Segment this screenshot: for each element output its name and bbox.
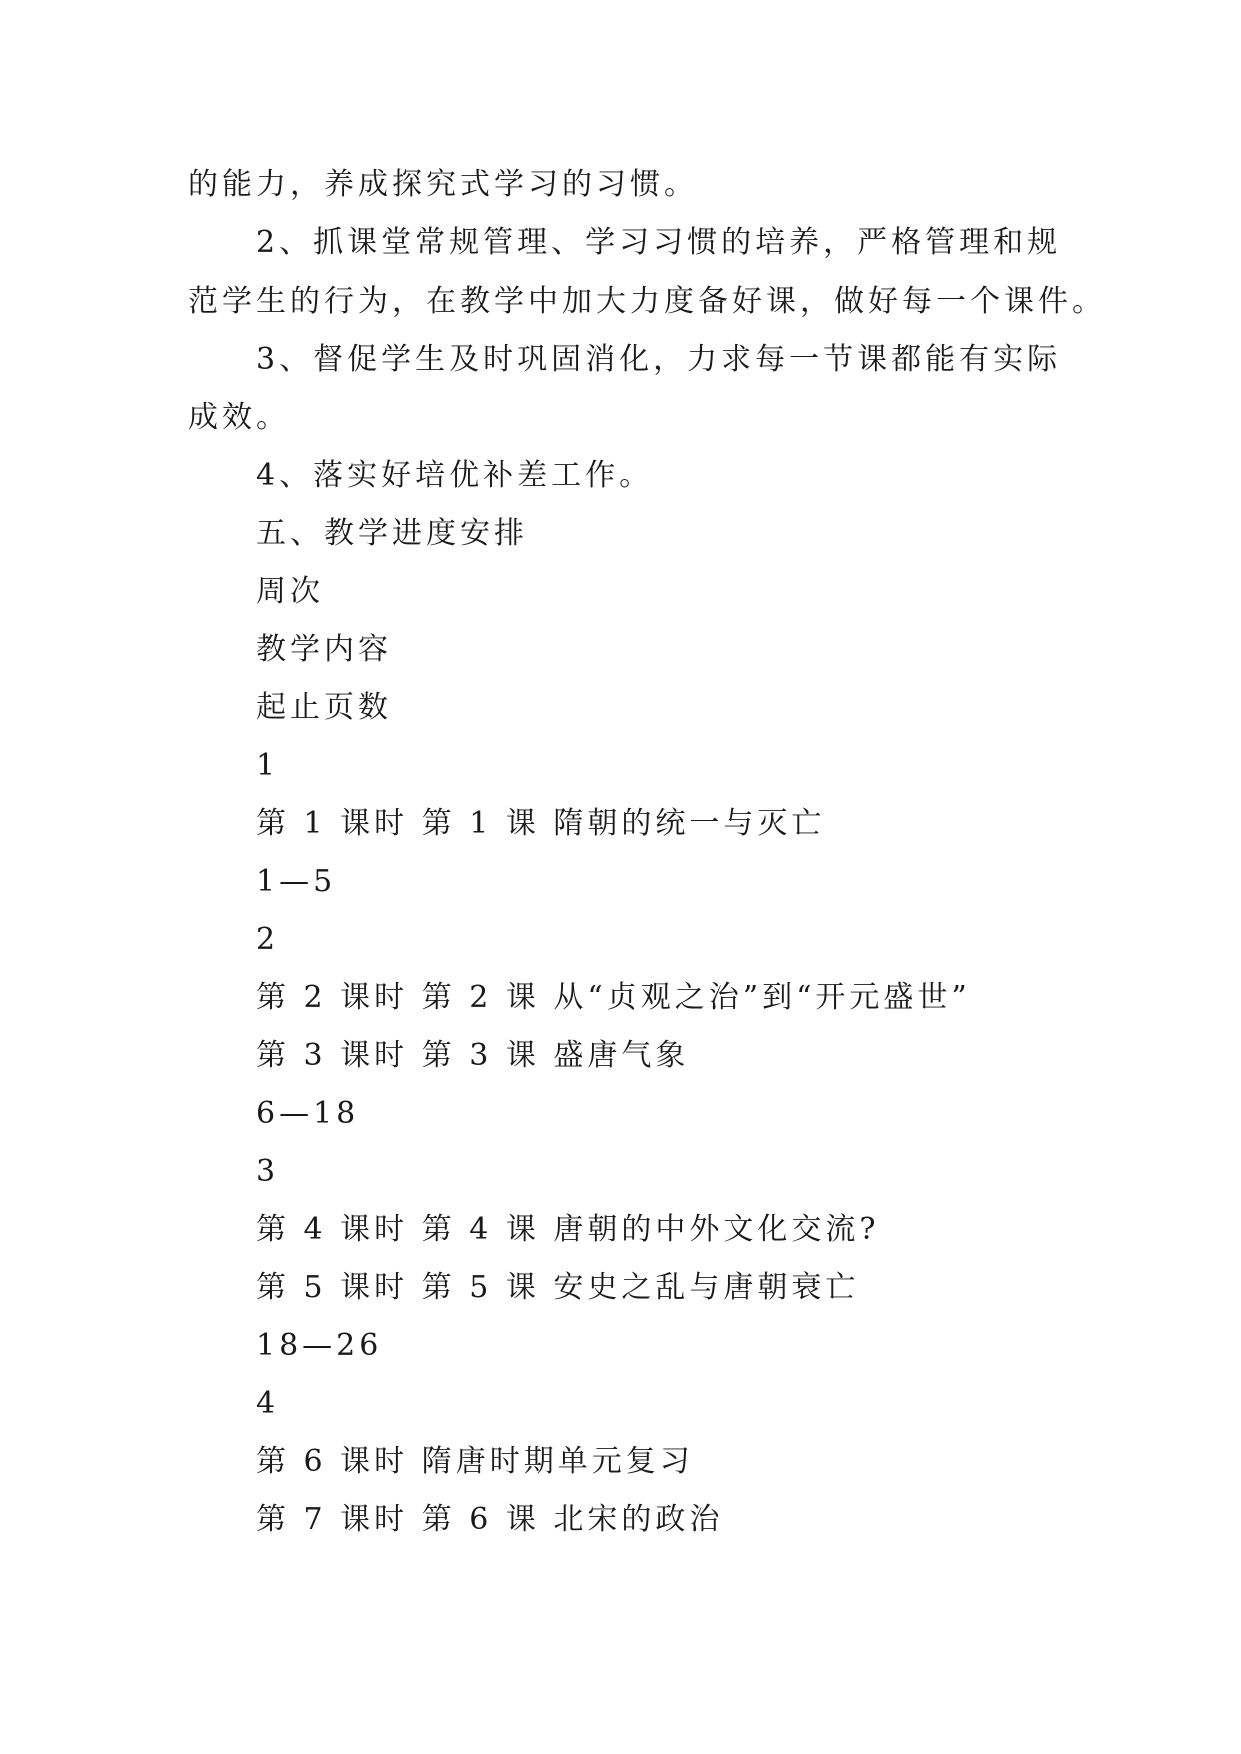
- week-number: 4: [256, 1386, 280, 1421]
- lesson-entry: 第 6 课时 隋唐时期单元复习: [256, 1444, 694, 1479]
- table-header-week: 周次: [256, 574, 324, 609]
- page-range: 6—18: [256, 1096, 360, 1131]
- week-number: 1: [256, 748, 280, 783]
- paragraph-line: 的能力，养成探究式学习的习惯。: [188, 167, 698, 202]
- week-number: 3: [256, 1154, 280, 1189]
- paragraph-line: 4、落实好培优补差工作。: [256, 458, 654, 493]
- lesson-entry: 第 4 课时 第 4 课 唐朝的中外文化交流?: [256, 1212, 880, 1247]
- table-header-pages: 起止页数: [256, 690, 392, 725]
- lesson-entry: 第 1 课时 第 1 课 隋朝的统一与灭亡: [256, 806, 826, 841]
- paragraph-line: 3、督促学生及时巩固消化，力求每一节课都能有实际: [256, 342, 1062, 377]
- lesson-entry: 第 5 课时 第 5 课 安史之乱与唐朝衰亡: [256, 1270, 860, 1305]
- paragraph-line: 2、抓课堂常规管理、学习习惯的培养，严格管理和规: [256, 225, 1062, 260]
- lesson-entry: 第 2 课时 第 2 课 从“贞观之治”到“开元盛世”: [256, 980, 971, 1015]
- paragraph-line: 成效。: [188, 400, 290, 435]
- paragraph-line: 范学生的行为，在教学中加大力度备好课，做好每一个课件。: [188, 284, 1106, 319]
- lesson-entry: 第 7 课时 第 6 课 北宋的政治: [256, 1502, 724, 1537]
- table-header-content: 教学内容: [256, 632, 392, 667]
- page-range: 1—5: [256, 864, 337, 899]
- week-number: 2: [256, 922, 280, 957]
- page-range: 18—26: [256, 1328, 383, 1363]
- lesson-entry: 第 3 课时 第 3 课 盛唐气象: [256, 1038, 690, 1073]
- section-heading: 五、教学进度安排: [256, 516, 528, 551]
